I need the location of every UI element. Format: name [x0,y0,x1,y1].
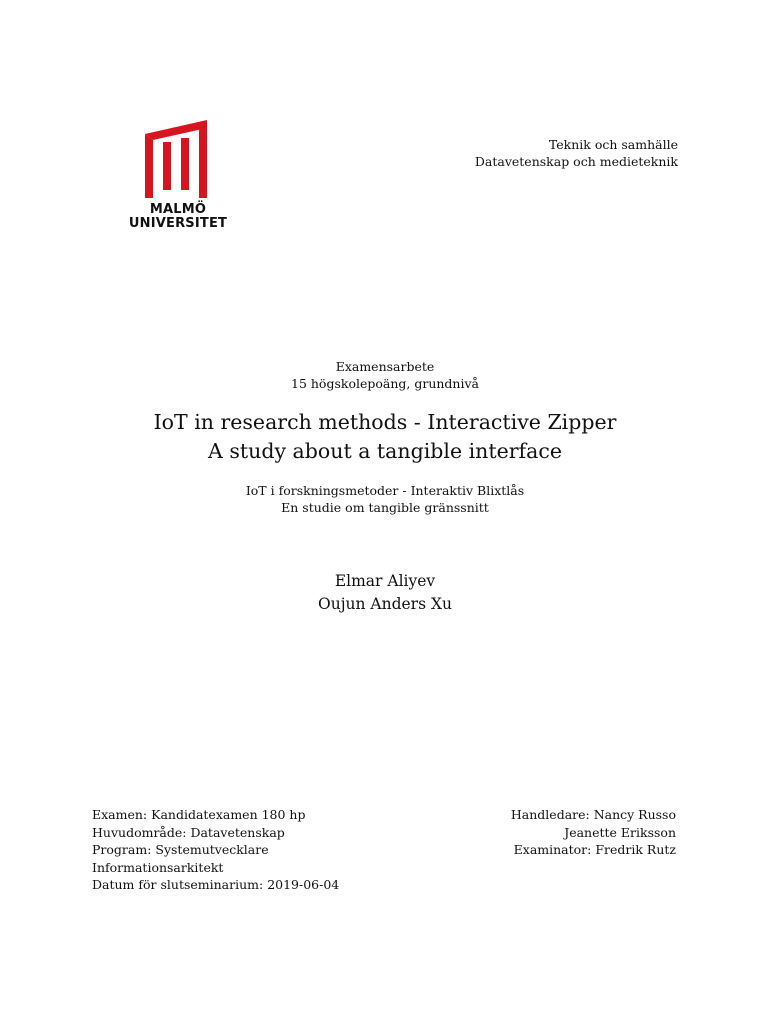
supervisor-2: Jeanette Eriksson [564,824,676,840]
supervisor-info [511,806,676,859]
exam-info [92,806,339,894]
thesis-credits: 15 högskolepoäng, grundnivå [291,376,479,391]
thesis-title [0,408,770,466]
title-line-1: IoT in research methods - Interactive Zipper [153,410,617,434]
supervisor-1: Handledare: Nancy Russo [510,807,676,822]
author-name: Elmar Aliyev [334,572,436,590]
department-name: Datavetenskap och medieteknik [474,154,678,169]
authors-block [0,570,770,616]
thesis-type-label: Examensarbete [335,359,435,374]
faculty-name: Teknik och samhälle [548,137,678,152]
exam-degree: Examen: Kandidatexamen 180 hp [92,807,306,822]
malmo-university-logo [128,120,228,232]
author-name: Oujun Anders Xu [318,595,452,613]
university-emblem-icon [145,120,211,198]
exam-seminar-date: Datum för slutseminarium: 2019-06-04 [92,877,340,892]
logo-text-universitet: UNIVERSITET [128,216,228,231]
logo-text-malmo: MALMÖ [149,202,207,217]
faculty-block [475,136,678,170]
examiner: Examinator: Fredrik Rutz [513,842,676,857]
exam-main-field: Huvudområde: Datavetenskap [92,824,285,840]
swedish-title [0,482,770,516]
title-line-2: A study about a tangible interface [208,439,562,463]
exam-program: Program: Systemutvecklare [92,842,269,857]
exam-program-cont: Informationsarkitekt [92,859,224,875]
thesis-type-block [0,358,770,392]
swedish-title-line-1: IoT i forskningsmetoder - Interaktiv Blixtlås [245,483,525,498]
swedish-title-line-2: En studie om tangible gränssnitt [281,500,489,515]
